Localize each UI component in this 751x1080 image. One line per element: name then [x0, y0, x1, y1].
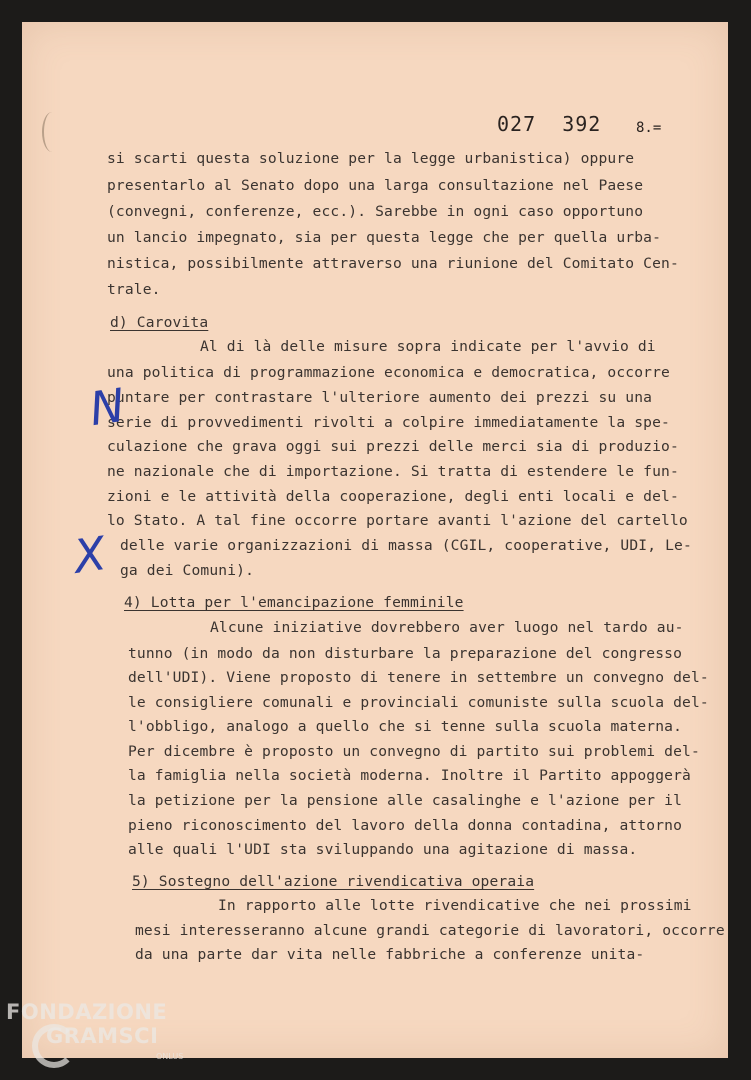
handwritten-x-mark: X	[70, 526, 110, 584]
watermark-line1: FONDAZIONE	[6, 1000, 168, 1024]
watermark-small: ONLUS	[156, 1052, 184, 1061]
text-line: (convegni, conferenze, ecc.). Sarebbe in ogni caso opportuno	[107, 203, 644, 220]
text-line: Per dicembre è proposto un convegno di partito sui problemi del-	[128, 743, 700, 760]
fondazione-gramsci-watermark	[6, 996, 186, 1074]
text-line: mesi interesseranno alcune grandi categorie di lavoratori, occorre	[135, 922, 725, 939]
heading-emancipazione: 4) Lotta per l'emancipazione femminile	[124, 594, 464, 611]
text-line: In rapporto alle lotte rivendicative che nei prossimi	[218, 897, 692, 914]
text-line: trale.	[107, 281, 161, 298]
text-line: da una parte dar vita nelle fabbriche a conferenze unita-	[135, 946, 645, 963]
archive-number: 027 392	[497, 112, 602, 136]
watermark-line2: GRAMSCI	[46, 1024, 159, 1048]
text-line: culazione che grava oggi sui prezzi delle merci sia di produzio-	[107, 438, 679, 455]
text-line: alle quali l'UDI sta sviluppando una agitazione di massa.	[128, 841, 638, 858]
text-line: una politica di programmazione economica e democratica, occorre	[107, 364, 670, 381]
text-line: la petizione per la pensione alle casalinghe e l'azione per il	[128, 792, 683, 809]
text-line: un lancio impegnato, sia per questa legge che per quella urba-	[107, 229, 662, 246]
text-line: pieno riconoscimento del lavoro della donna contadina, attorno	[128, 817, 683, 834]
handwritten-n-mark: N	[86, 377, 129, 437]
text-line: ne nazionale che di importazione. Si tratta di estendere le fun-	[107, 463, 679, 480]
text-line: puntare per contrastare l'ulteriore aumento dei prezzi su una	[107, 389, 653, 406]
text-line: ga dei Comuni).	[120, 562, 255, 579]
text-line: lo Stato. A tal fine occorre portare avanti l'azione del cartello	[107, 512, 688, 529]
text-line: delle varie organizzazioni di massa (CGIL, cooperative, UDI, Le-	[120, 537, 692, 554]
text-line: dell'UDI). Viene proposto di tenere in settembre un convegno del-	[128, 669, 709, 686]
text-line: serie di provvedimenti rivolti a colpire immediatamente la spe-	[107, 414, 670, 431]
heading-carovita: d) Carovita	[110, 314, 209, 331]
sheet-number: 8.=	[636, 120, 662, 136]
text-line: le consigliere comunali e provinciali comuniste sulla scuola del-	[128, 694, 709, 711]
text-line: zioni e le attività della cooperazione, degli enti locali e del-	[107, 488, 679, 505]
text-line: tunno (in modo da non disturbare la preparazione del congresso	[128, 645, 683, 662]
text-line: la famiglia nella società moderna. Inoltre il Partito appoggerà	[128, 767, 691, 784]
heading-sostegno: 5) Sostegno dell'azione rivendicativa operaia	[132, 873, 535, 890]
torn-edge	[42, 112, 62, 152]
text-line: si scarti questa soluzione per la legge urbanistica) oppure	[107, 150, 635, 167]
text-line: nistica, possibilmente attraverso una riunione del Comitato Cen-	[107, 255, 679, 272]
text-line: presentarlo al Senato dopo una larga consultazione nel Paese	[107, 177, 644, 194]
text-line: l'obbligo, analogo a quello che si tenne sulla scuola materna.	[128, 718, 683, 735]
text-line: Al di là delle misure sopra indicate per l'avvio di	[200, 338, 656, 355]
text-line: Alcune iniziative dovrebbero aver luogo nel tardo au-	[210, 619, 684, 636]
